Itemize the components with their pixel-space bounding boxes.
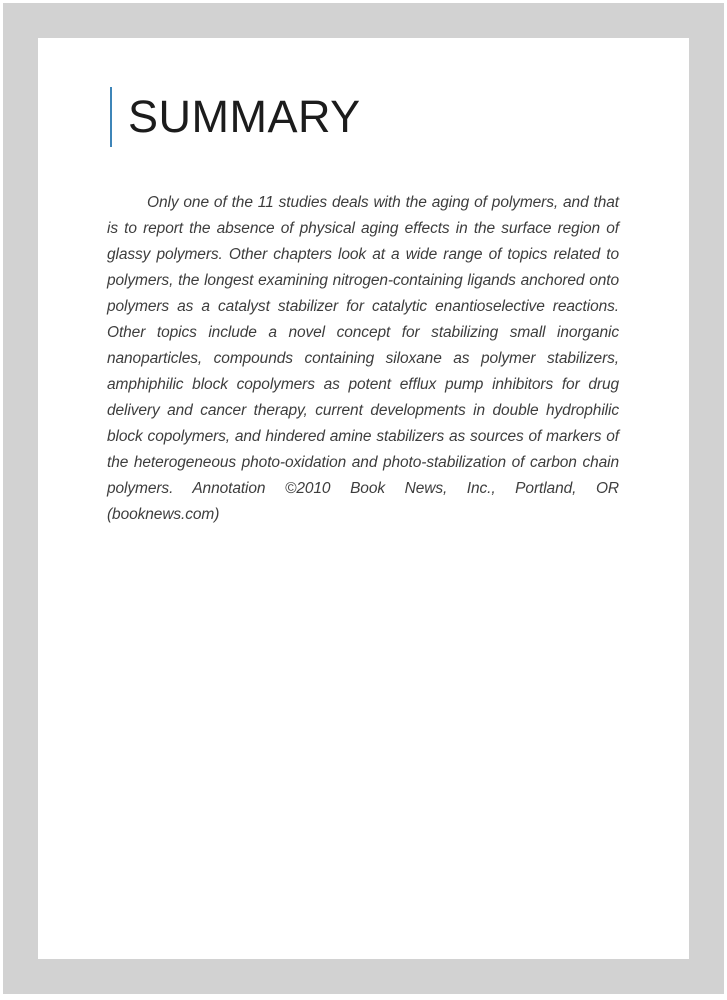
title-block — [110, 87, 361, 147]
summary-paragraph: Only one of the 11 studies deals with the aging of polymers, and that is to report the absence of physical aging effects in the surface region of glassy polymers. Other chapters look at a wide range of topics related to polymers, the longest examining nitrogen-containing ligands anchored onto polymers as a catalyst stabilizer for catalytic enantioselective reactions. Other topics include a novel concept for stabilizing small inorganic nanoparticles, compounds containing siloxane as polymer stabilizers, amphiphilic block copolymers as potent efflux pump inhibitors for drug delivery and cancer therapy, current developments in double hydrophilic block copolymers, and hindered amine stabilizers as sources of markers of the heterogeneous photo-oxidation and photo-stabilization of carbon chain polymers. Annotation ©2010 Book News, Inc., Portland, OR (booknews.com) — [107, 194, 619, 523]
page-title: SUMMARY — [128, 91, 361, 142]
document-page — [38, 38, 689, 959]
title-accent-bar — [110, 87, 112, 147]
